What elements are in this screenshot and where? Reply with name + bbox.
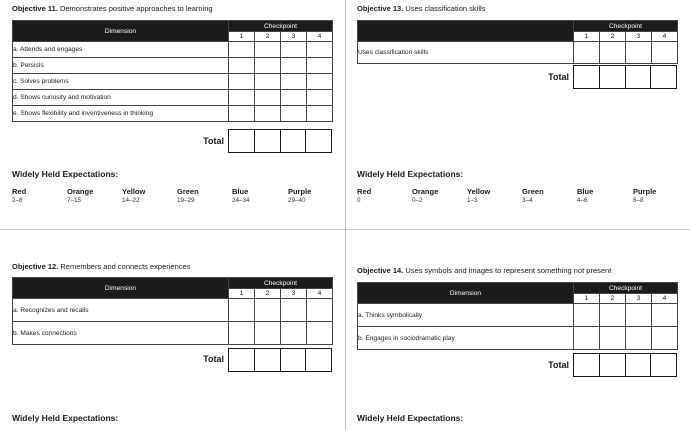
objective-11-table (12, 20, 333, 122)
row-divider (0, 229, 690, 230)
expectations-heading: Widely Held Expectations: (12, 169, 119, 179)
table-row (358, 42, 678, 64)
score-cell[interactable] (255, 90, 281, 106)
total-boxes[interactable] (573, 65, 677, 89)
color-band-yellow: Yellow 14–22 (122, 187, 146, 204)
color-band-blue: Blue 4–6 (577, 187, 594, 204)
total-cell[interactable] (625, 354, 651, 376)
dimension-label: e. Shows flexibility and inventiveness in thinking (13, 106, 229, 122)
total-cell[interactable] (650, 354, 676, 376)
score-cell[interactable] (255, 106, 281, 122)
objective-11-number: Objective 11. (12, 4, 58, 13)
objective-14-title (357, 266, 611, 276)
objective-12-title (12, 262, 190, 272)
score-cell[interactable] (281, 106, 307, 122)
score-cell[interactable] (307, 74, 333, 90)
objective-13-number: Objective 13. (357, 4, 404, 13)
total-cell[interactable] (229, 130, 254, 152)
dimension-label: a. Thinks symbolically (358, 304, 574, 327)
objective-13-text: Uses classification skills (405, 4, 486, 13)
total-cell[interactable] (305, 130, 331, 152)
score-cell[interactable] (229, 90, 255, 106)
score-cell[interactable] (255, 42, 281, 58)
score-cell[interactable] (255, 299, 281, 322)
total-cell[interactable] (599, 354, 625, 376)
score-cell[interactable] (600, 42, 626, 64)
total-cell[interactable] (650, 66, 676, 88)
table-row (13, 74, 333, 90)
color-band-purple: Purple 6–8 (633, 187, 657, 204)
checkpoint-3: 3 (626, 32, 652, 42)
dimension-label: d. Shows curiosity and motivation (13, 90, 229, 106)
checkpoint-header: Checkpoint (574, 21, 678, 32)
table-row (13, 42, 333, 58)
score-cell[interactable] (652, 42, 678, 64)
total-label: Total (203, 354, 224, 364)
dimension-label: a. Attends and engages (13, 42, 229, 58)
checkpoint-3: 3 (281, 32, 307, 42)
table-row (13, 58, 333, 74)
objective-12-number: Objective 12. (12, 262, 59, 271)
score-cell[interactable] (600, 304, 626, 327)
objective-11-title (12, 4, 213, 14)
score-cell[interactable] (600, 327, 626, 350)
total-cell[interactable] (599, 66, 625, 88)
score-cell[interactable] (626, 327, 652, 350)
score-cell[interactable] (652, 304, 678, 327)
table-row (358, 327, 678, 350)
score-cell[interactable] (307, 58, 333, 74)
score-cell[interactable] (307, 299, 333, 322)
checkpoint-4: 4 (307, 289, 333, 299)
checkpoint-2: 2 (600, 294, 626, 304)
score-cell[interactable] (626, 42, 652, 64)
objective-14-text: Uses symbols and images to represent something not present (405, 266, 612, 275)
checkpoint-header: Checkpoint (574, 283, 678, 294)
table-row (358, 304, 678, 327)
table-row (13, 90, 333, 106)
total-cell[interactable] (305, 349, 331, 371)
checkpoint-1: 1 (574, 32, 600, 42)
table-row (13, 106, 333, 122)
checkpoint-1: 1 (229, 32, 255, 42)
dimension-label: a. Recognizes and recalls (13, 299, 229, 322)
total-cell[interactable] (280, 349, 306, 371)
color-band-orange: Orange 0–2 (412, 187, 439, 204)
objective-13-title (357, 4, 485, 14)
total-label: Total (548, 360, 569, 370)
score-cell[interactable] (281, 90, 307, 106)
dimension-header: Dimension (358, 283, 574, 304)
objective-13-section (357, 4, 485, 14)
total-boxes[interactable] (573, 353, 677, 377)
score-cell[interactable] (229, 74, 255, 90)
total-label: Total (203, 136, 224, 146)
score-cell[interactable] (307, 42, 333, 58)
score-cell[interactable] (652, 327, 678, 350)
checkpoint-2: 2 (600, 32, 626, 42)
score-cell[interactable] (281, 42, 307, 58)
checkpoint-1: 1 (574, 294, 600, 304)
color-band-blue: Blue 24–34 (232, 187, 250, 204)
score-cell[interactable] (626, 304, 652, 327)
score-cell[interactable] (281, 322, 307, 345)
score-cell[interactable] (281, 58, 307, 74)
objective-12-section (12, 262, 190, 272)
color-band-orange: Orange 7–15 (67, 187, 94, 204)
score-cell[interactable] (229, 106, 255, 122)
color-band-green: Green 3–4 (522, 187, 544, 204)
checkpoint-4: 4 (652, 294, 678, 304)
score-cell[interactable] (574, 304, 600, 327)
total-cell[interactable] (574, 354, 599, 376)
total-cell[interactable] (280, 130, 306, 152)
dimension-header-blank (358, 21, 574, 42)
color-band-yellow: Yellow 1–3 (467, 187, 491, 204)
dimension-label: c. Solves problems (13, 74, 229, 90)
total-cell[interactable] (254, 349, 280, 371)
checkpoint-1: 1 (229, 289, 255, 299)
score-cell[interactable] (255, 322, 281, 345)
score-cell[interactable] (229, 58, 255, 74)
column-divider (345, 0, 346, 430)
table-row (13, 322, 333, 345)
score-cell[interactable] (255, 58, 281, 74)
checkpoint-header: Checkpoint (229, 278, 333, 289)
table-row (13, 299, 333, 322)
objective-14-table (357, 282, 678, 350)
checkpoint-2: 2 (255, 289, 281, 299)
checkpoint-3: 3 (626, 294, 652, 304)
score-cell[interactable] (255, 74, 281, 90)
score-cell[interactable] (229, 299, 255, 322)
total-cell[interactable] (254, 130, 280, 152)
total-cell[interactable] (574, 66, 599, 88)
dimension-label: b. Persists (13, 58, 229, 74)
dimension-header: Dimension (13, 278, 229, 299)
total-boxes[interactable] (228, 348, 332, 372)
dimension-label: Uses classification skills (358, 42, 574, 64)
objective-13-table (357, 20, 678, 64)
score-cell[interactable] (281, 299, 307, 322)
total-cell[interactable] (229, 349, 254, 371)
score-cell[interactable] (307, 106, 333, 122)
color-band-purple: Purple 29–40 (288, 187, 312, 204)
expectations-heading: Widely Held Expectations: (12, 413, 119, 423)
expectations-heading: Widely Held Expectations: (357, 169, 464, 179)
score-cell[interactable] (307, 322, 333, 345)
objective-14-number: Objective 14. (357, 266, 404, 275)
checkpoint-2: 2 (255, 32, 281, 42)
total-cell[interactable] (625, 66, 651, 88)
dimension-label: b. Engages in sociodramatic play (358, 327, 574, 350)
total-boxes[interactable] (228, 129, 332, 153)
objective-11-text: Demonstrates positive approaches to learning (59, 4, 213, 13)
checkpoint-header: Checkpoint (229, 21, 333, 32)
checkpoint-4: 4 (652, 32, 678, 42)
score-cell[interactable] (574, 42, 600, 64)
checkpoint-4: 4 (307, 32, 333, 42)
score-cell[interactable] (307, 90, 333, 106)
objective-14-section (357, 266, 611, 276)
score-cell[interactable] (229, 42, 255, 58)
checkpoint-3: 3 (281, 289, 307, 299)
score-cell[interactable] (281, 74, 307, 90)
color-band-green: Green 19–29 (177, 187, 199, 204)
score-cell[interactable] (229, 322, 255, 345)
dimension-label: b. Makes connections (13, 322, 229, 345)
expectations-heading: Widely Held Expectations: (357, 413, 464, 423)
total-label: Total (548, 72, 569, 82)
objective-12-text: Remembers and connects experiences (60, 262, 191, 271)
objective-11-section (12, 4, 213, 14)
dimension-header: Dimension (13, 21, 229, 42)
color-band-red: Red 0 (357, 187, 372, 204)
score-cell[interactable] (574, 327, 600, 350)
color-band-red: Red 2–8 (12, 187, 27, 204)
objective-12-table (12, 277, 333, 345)
